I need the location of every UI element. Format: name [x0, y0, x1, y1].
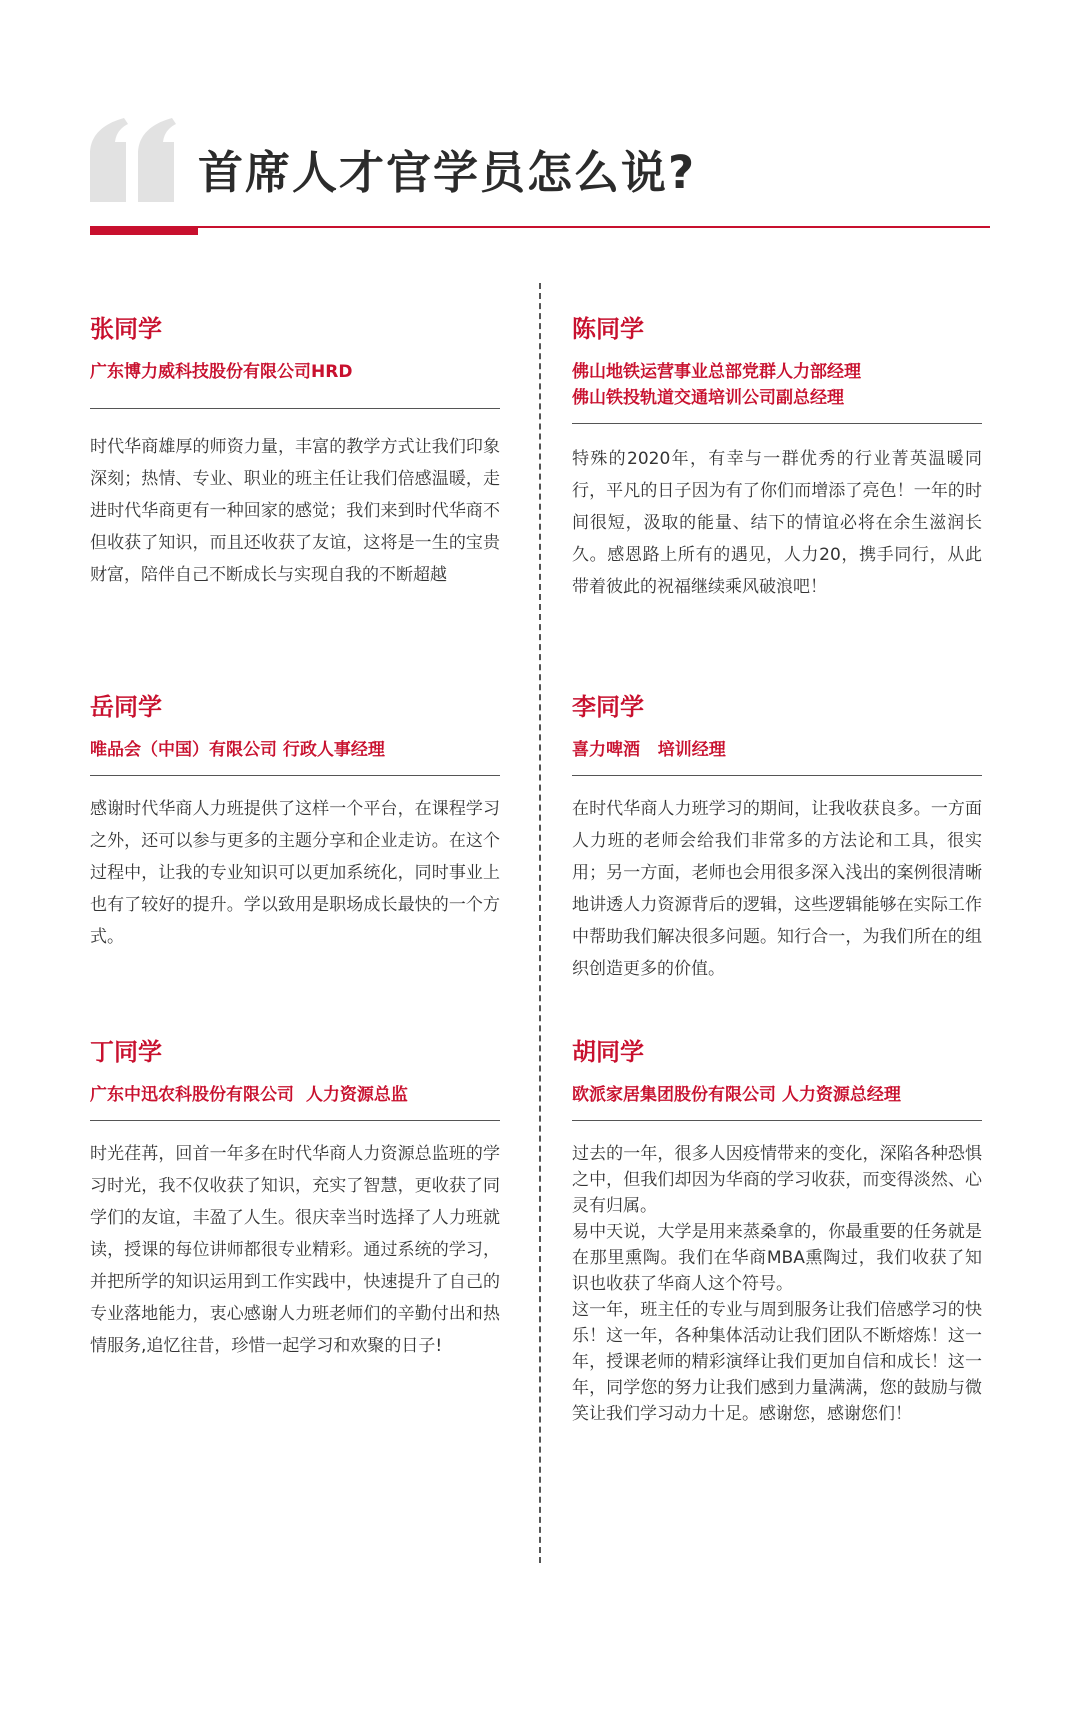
- card-divider: [572, 1120, 982, 1121]
- page-title: 首席人才官学员怎么说?: [198, 146, 697, 199]
- company-line: 欧派家居集团股份有限公司 人力资源总经理: [572, 1085, 901, 1105]
- title-divider-accent: [90, 227, 198, 235]
- student-company: [90, 1082, 500, 1108]
- company-line: 广东博力威科技股份有限公司HRD: [90, 362, 353, 382]
- company-line: 广东中迅农科股份有限公司 人力资源总监: [90, 1085, 408, 1105]
- testimonial-paragraph: 过去的一年，很多人因疫情带来的变化，深陷各种恐惧之中，但我们却因为华商的学习收获，而变得淡然、心灵有归属。: [572, 1144, 982, 1216]
- testimonial-text: [572, 793, 982, 985]
- card-divider: [90, 1120, 500, 1121]
- student-company: [90, 359, 500, 385]
- card-divider: [572, 423, 982, 424]
- student-company: [572, 737, 982, 763]
- testimonial-text: [572, 443, 982, 603]
- testimonial-paragraph: 特殊的2020年，有幸与一群优秀的行业菁英温暖同行，平凡的日子因为有了你们而增添了亮色！一年的时间很短，汲取的能量、结下的情谊必将在余生滋润长久。感恩路上所有的遇见，人力20，携手同行，从此带着彼此的祝福继续乘风破浪吧！: [572, 449, 982, 597]
- card-divider: [90, 775, 500, 776]
- company-line: 唯品会（中国）有限公司 行政人事经理: [90, 740, 385, 760]
- center-dashed-divider: [539, 283, 541, 1563]
- company-line: 喜力啤酒 培训经理: [572, 740, 726, 760]
- company-line: 佛山铁投轨道交通培训公司副总经理: [572, 388, 844, 408]
- card-divider: [90, 408, 500, 409]
- student-company: [572, 1082, 982, 1108]
- testimonial-card: [90, 695, 500, 953]
- testimonial-text: [90, 1138, 500, 1362]
- testimonial-paragraph: 时光荏苒，回首一年多在时代华商人力资源总监班的学习时光，我不仅收获了知识，充实了智慧，更收获了同学们的友谊，丰盈了人生。很庆幸当时选择了人力班就读，授课的每位讲师都很专业精彩。通过系统的学习，并把所学的知识运用到工作实践中，快速提升了自己的专业落地能力，衷心感谢人力班老师们的辛勤付出和热情服务,追忆往昔，珍惜一起学习和欢聚的日子!: [90, 1144, 500, 1356]
- student-company: [90, 737, 500, 763]
- student-name: 胡同学: [572, 1038, 644, 1066]
- student-name: 李同学: [572, 693, 644, 721]
- quote-mark-icon: [90, 118, 176, 202]
- testimonial-card: [572, 317, 982, 603]
- student-name: 张同学: [90, 315, 162, 343]
- card-divider: [572, 775, 982, 776]
- testimonial-card: [90, 317, 500, 591]
- testimonial-card: [572, 1040, 982, 1427]
- student-name: 岳同学: [90, 693, 162, 721]
- testimonial-text: [90, 431, 500, 591]
- company-line: 佛山地铁运营事业总部党群人力部经理: [572, 362, 861, 382]
- testimonial-card: [90, 1040, 500, 1362]
- testimonial-paragraph: 易中天说，大学是用来蒸桑拿的，你最重要的任务就是在那里熏陶。我们在华商MBA熏陶过，我们收获了知识也收获了华商人这个符号。: [572, 1222, 982, 1294]
- testimonial-paragraph: 在时代华商人力班学习的期间，让我收获良多。一方面人力班的老师会给我们非常多的方法论和工具，很实用；另一方面，老师也会用很多深入浅出的案例很清晰地讲透人力资源背后的逻辑，这些逻辑能够在实际工作中帮助我们解决很多问题。知行合一，为我们所在的组织创造更多的价值。: [572, 799, 982, 979]
- student-name: 陈同学: [572, 315, 644, 343]
- title-divider: [90, 226, 990, 228]
- testimonial-text: [572, 1141, 982, 1427]
- student-name: 丁同学: [90, 1038, 162, 1066]
- testimonial-card: [572, 695, 982, 985]
- student-company: [572, 359, 982, 411]
- testimonial-paragraph: 感谢时代华商人力班提供了这样一个平台，在课程学习之外，还可以参与更多的主题分享和企业走访。在这个过程中，让我的专业知识可以更加系统化，同时事业上也有了较好的提升。学以致用是职场成长最快的一个方式。: [90, 799, 500, 947]
- testimonial-paragraph: 时代华商雄厚的师资力量，丰富的教学方式让我们印象深刻；热情、专业、职业的班主任让我们倍感温暖，走进时代华商更有一种回家的感觉；我们来到时代华商不但收获了知识，而且还收获了友谊，这将是一生的宝贵财富，陪伴自己不断成长与实现自我的不断超越: [90, 437, 500, 585]
- testimonial-text: [90, 793, 500, 953]
- testimonial-paragraph: 这一年，班主任的专业与周到服务让我们倍感学习的快乐！这一年，各种集体活动让我们团队不断熔炼！这一年，授课老师的精彩演绎让我们更加自信和成长！这一年，同学您的努力让我们感到力量满满，您的鼓励与微笑让我们学习动力十足。感谢您，感谢您们！: [572, 1300, 982, 1424]
